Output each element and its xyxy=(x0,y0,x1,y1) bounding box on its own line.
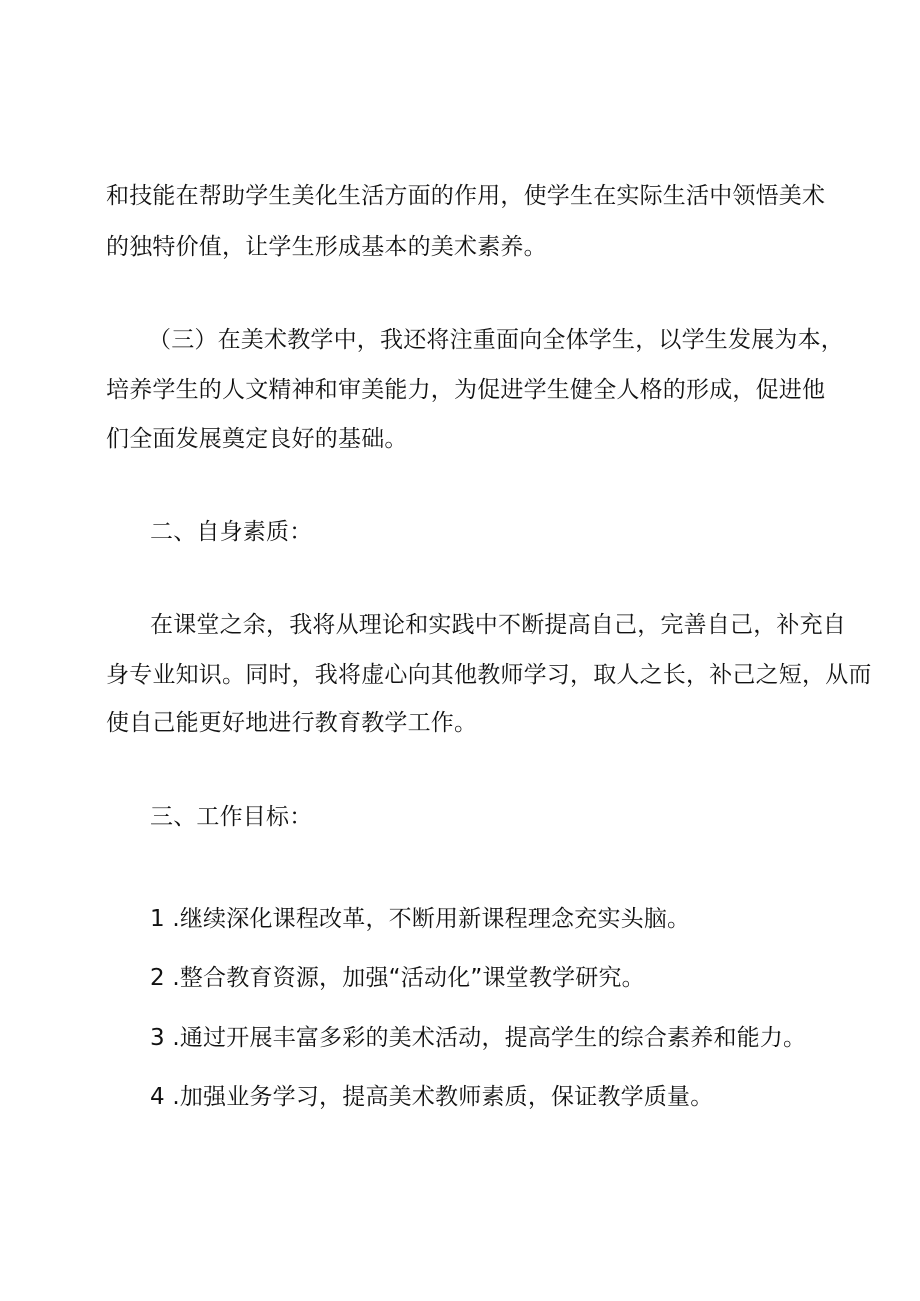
paragraph-art-value-line-1: 和技能在帮助学生美化生活方面的作用，使学生在实际生活中领悟美术 xyxy=(106,183,826,209)
paragraph-three-line-2: 培养学生的人文精神和审美能力，为促进学生健全人格的形成，促进他 xyxy=(106,377,826,403)
paragraph-self-line-1: 在课堂之余，我将从理论和实践中不断提高自己，完善自己，补充自 xyxy=(150,612,846,638)
section-two-heading: 二、自身素质： xyxy=(150,519,313,545)
goal-item-1: 1 .继续深化课程改革，不断用新课程理念充实头脑。 xyxy=(150,906,691,932)
paragraph-self-line-3: 使自己能更好地进行教育教学工作。 xyxy=(106,710,478,736)
paragraph-three-line-3: 们全面发展奠定良好的基础。 xyxy=(106,426,408,452)
goal-item-3: 3 .通过开展丰富多彩的美术活动，提高学生的综合素养和能力。 xyxy=(150,1025,807,1051)
paragraph-three-line-1: （三）在美术教学中，我还将注重面向全体学生，以学生发展为本， xyxy=(148,327,844,353)
paragraph-self-line-2: 身专业知识。同时，我将虚心向其他教师学习，取人之长，补己之短，从而 xyxy=(106,662,872,688)
paragraph-art-value-line-2: 的独特价值，让学生形成基本的美术素养。 xyxy=(106,234,547,260)
goal-item-2: 2 .整合教育资源，加强“活动化”课堂教学研究。 xyxy=(150,965,645,991)
section-three-heading: 三、工作目标： xyxy=(150,804,313,830)
goal-item-4: 4 .加强业务学习，提高美术教师素质，保证教学质量。 xyxy=(150,1084,714,1110)
